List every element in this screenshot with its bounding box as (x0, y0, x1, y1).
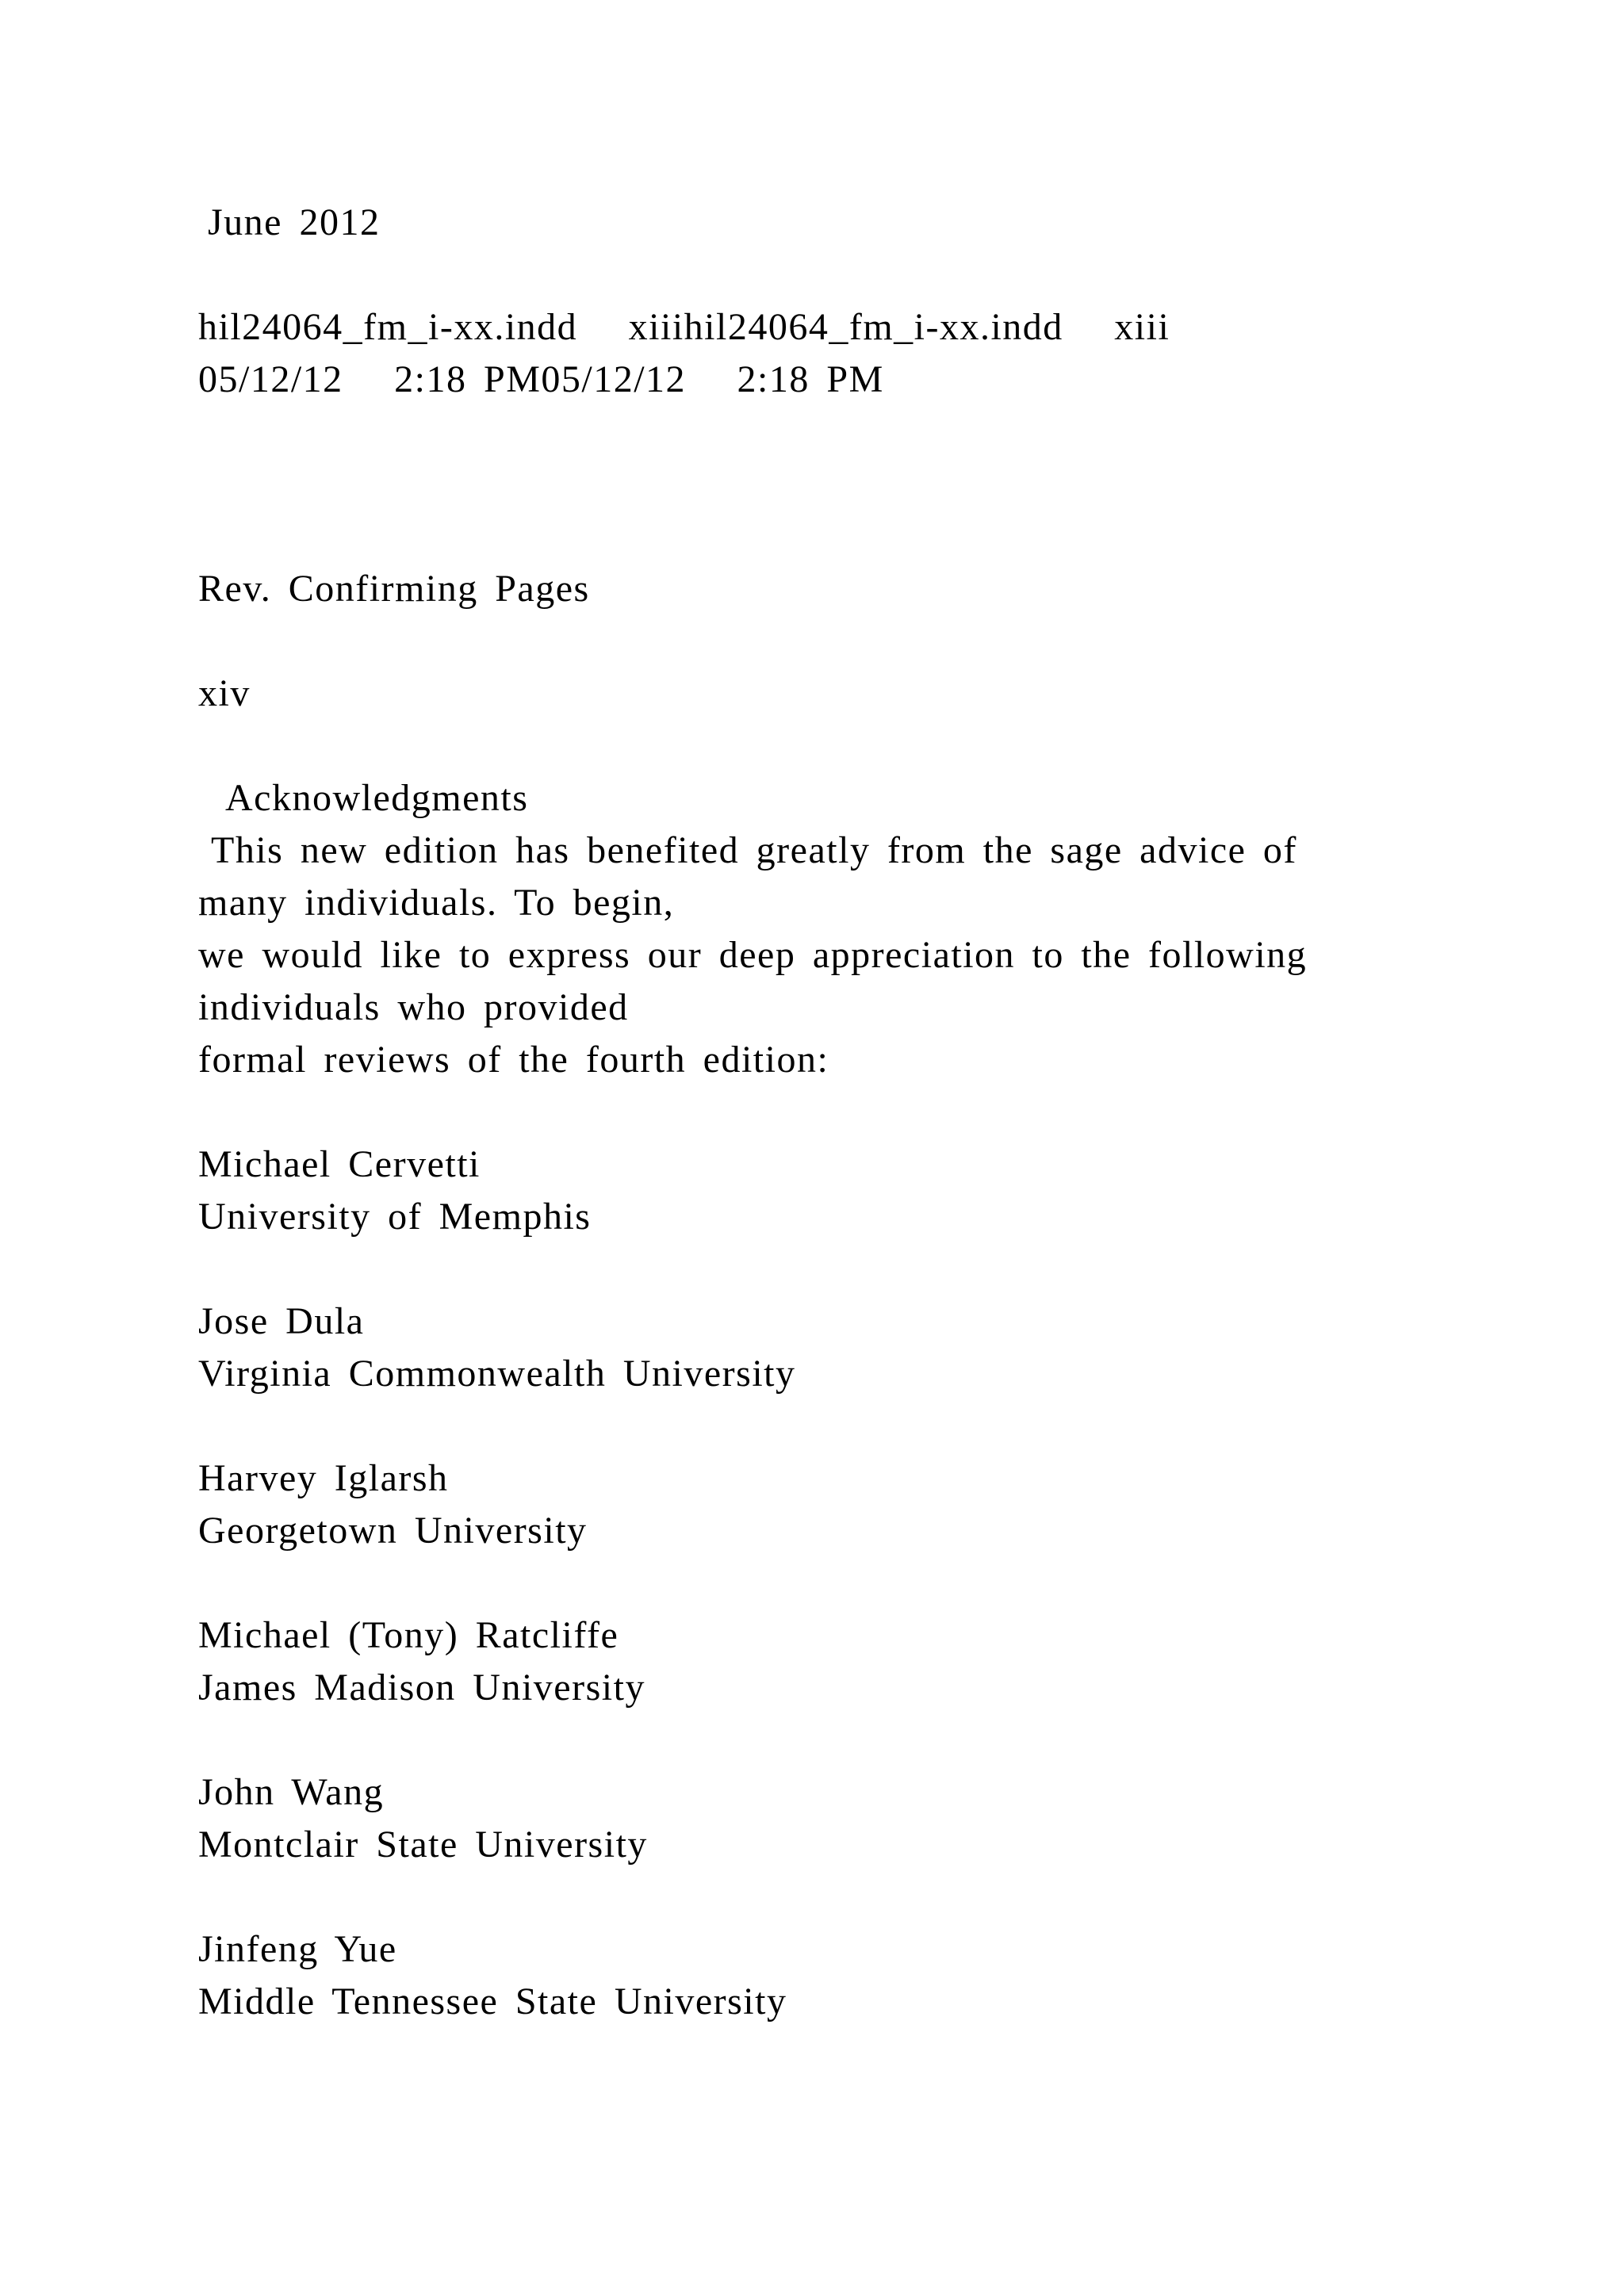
body-line: many individuals. To begin, (198, 882, 675, 924)
reviewer-institution: James Madison University (198, 1667, 645, 1709)
reviewer-institution: Montclair State University (198, 1823, 648, 1866)
reviewer-name: Michael (Tony) Ratcliffe (198, 1614, 619, 1656)
reviewer-name: Jose Dula (198, 1300, 365, 1342)
reviewer-name: Harvey Iglarsh (198, 1457, 449, 1499)
body-line: individuals who provided (198, 986, 629, 1028)
file-info-line-1: hil24064_fm_i-xx.indd xiiihil24064_fm_i-xx.indd xiii (198, 306, 1170, 348)
file-info-line-2: 05/12/12 2:18 PM05/12/12 2:18 PM (198, 358, 884, 400)
reviewer-name: Jinfeng Yue (198, 1928, 397, 1970)
page-status: Rev. Confirming Pages (198, 568, 590, 610)
reviewer-institution: Georgetown University (198, 1510, 588, 1552)
reviewer-name: John Wang (198, 1771, 385, 1813)
body-line: we would like to express our deep appreciation to the following (198, 934, 1308, 976)
reviewer-name: Michael Cervetti (198, 1143, 481, 1185)
body-line: formal reviews of the fourth edition: (198, 1039, 829, 1081)
body-line: This new edition has benefited greatly from the sage advice of (211, 829, 1297, 871)
acknowledgments-heading: Acknowledgments (225, 777, 529, 819)
reviewer-institution: University of Memphis (198, 1196, 592, 1238)
reviewer-institution: Middle Tennessee State University (198, 1980, 787, 2022)
page-number: xiv (198, 672, 251, 714)
header-date: June 2012 (208, 201, 381, 243)
reviewer-institution: Virginia Commonwealth University (198, 1353, 796, 1395)
